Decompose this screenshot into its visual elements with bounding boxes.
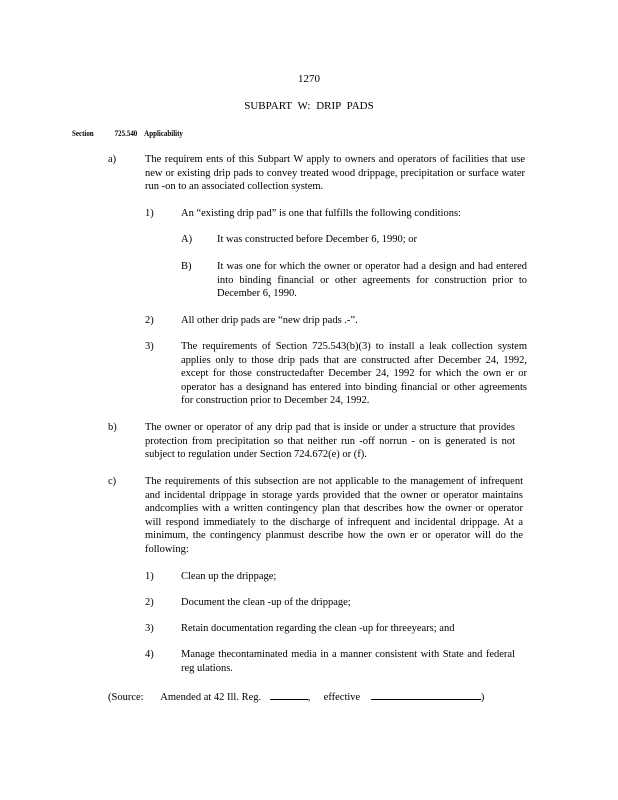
paragraph-b-text: The owner or operator of any drip pad that is inside or under a structure that provides protection from precipitation so that neither run -off norrun - on is generated is not subject to regulation under Section 724.672(e) or (f). bbox=[145, 422, 515, 460]
source-effective: effective bbox=[323, 692, 361, 703]
item-a1A-text: It was constructed before December 6, 1990; or bbox=[217, 234, 418, 245]
source-comma: , bbox=[307, 692, 311, 703]
section-number: 725.540 bbox=[114, 128, 138, 138]
paragraph-b-label: b) bbox=[108, 422, 117, 433]
item-c2-text: Document the clean -up of the drippage; bbox=[181, 597, 351, 608]
item-c3-label: 3) bbox=[145, 623, 154, 634]
item-a1A-label: A) bbox=[181, 234, 193, 245]
subpart-title: SUBPART W: DRIP PADS bbox=[244, 100, 374, 112]
paragraph-a-text: The requirem ents of this Subpart W apply to owners and operators of facilities that use new or existing drip pads to convey treated wood drippage, precipitation or surface water run -on to an associated collection system. bbox=[145, 154, 525, 192]
source-note bbox=[108, 688, 484, 705]
item-a2-label: 2) bbox=[145, 315, 154, 326]
item-c1-label: 1) bbox=[145, 571, 154, 582]
item-a1B-label: B) bbox=[181, 261, 192, 272]
item-c2-label: 2) bbox=[145, 597, 154, 608]
item-c1-text: Clean up the drippage; bbox=[181, 571, 277, 582]
item-a1-text: An “existing drip pad” is one that fulfills the following conditions: bbox=[181, 208, 461, 219]
item-a3-text: The requirements of Section 725.543(b)(3) to install a leak collection system applies only to those drip pads that are constructed after December 24, 1992, except for those constructedafter December 24, 1992 for which the own er or operator has a designand has entered into binding financial or other agreements for construction prior to December 24, 1992. bbox=[181, 341, 527, 406]
effective-date-blank bbox=[371, 688, 481, 700]
item-a1-label: 1) bbox=[145, 208, 154, 219]
item-a2-text: All other drip pads are “new drip pads .-”. bbox=[181, 315, 358, 326]
paragraph-c-label: c) bbox=[108, 476, 117, 487]
register-page-blank bbox=[270, 688, 308, 700]
section-word: Section bbox=[72, 128, 94, 138]
source-amended: Amended at 42 Ill. Reg. bbox=[160, 692, 262, 703]
section-heading bbox=[72, 128, 183, 138]
paragraph-c-text: The requirements of this subsection are not applicable to the management of infrequent and incidental drippage in storage yards provided that the owner or operator maintains andcomplies with a written contingency plan that describes how the owner or operator will respond immediately to the discharge of infrequent and incidental drippage. At a minimum, the contingency planmust describe how the own er or operator will do the following: bbox=[145, 476, 523, 555]
item-a1B-text: It was one for which the owner or operator had a design and had entered into binding financial or other agreements for construction prior to December 6, 1990. bbox=[217, 261, 527, 299]
item-c4-label: 4) bbox=[145, 649, 154, 660]
paragraph-a-label: a) bbox=[108, 154, 117, 165]
item-c3-text: Retain documentation regarding the clean -up for threeyears; and bbox=[181, 623, 455, 634]
source-open: (Source: bbox=[108, 692, 144, 703]
item-a3-label: 3) bbox=[145, 341, 154, 352]
source-close: ) bbox=[480, 692, 485, 703]
section-title: Applicability bbox=[144, 128, 183, 138]
item-c4-text: Manage thecontaminated media in a manner consistent with State and federal reg ulations. bbox=[181, 649, 515, 674]
page-number: 1270 bbox=[298, 73, 320, 85]
